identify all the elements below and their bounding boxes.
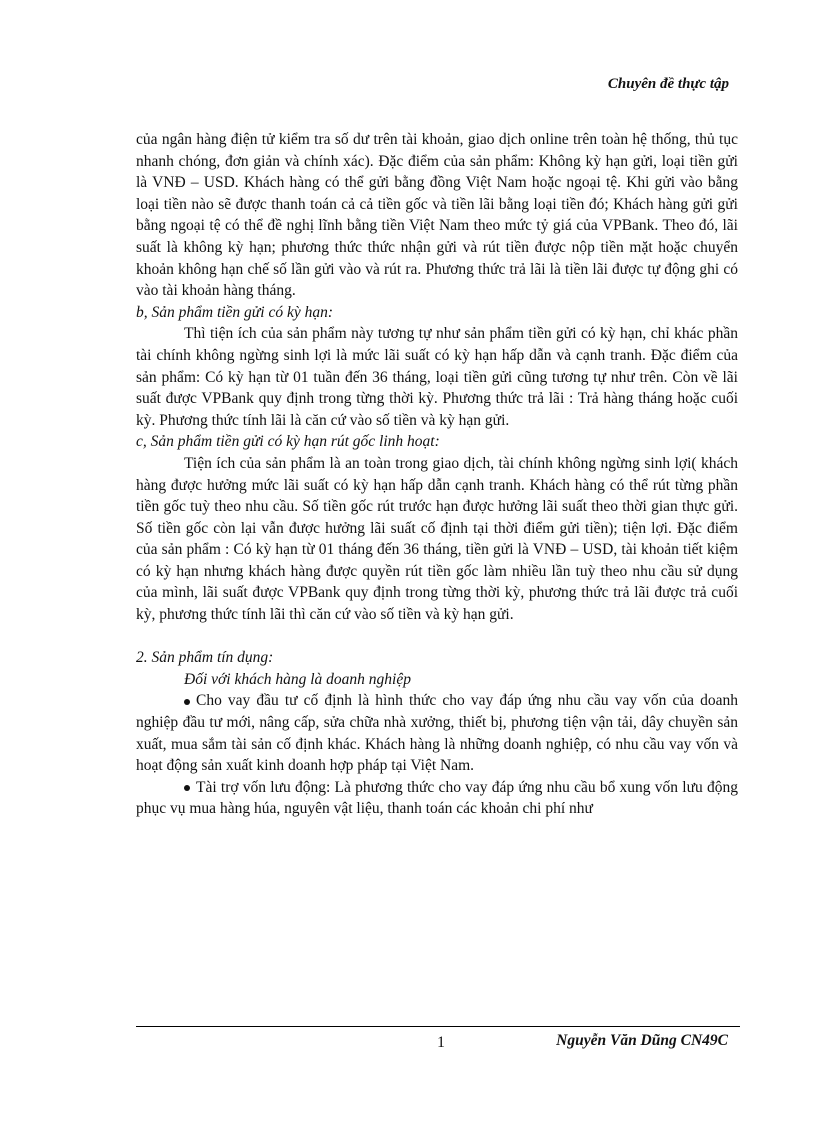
paragraph-spacer [136,626,738,648]
subheading-term-deposit: b, Sản phẩm tiền gửi có kỳ hạn: [136,303,333,321]
bullet-icon [184,785,190,791]
footer-author: Nguyễn Văn Dũng CN49C [556,1032,728,1049]
document-body [136,129,738,820]
section-heading-credit-products: 2. Sản phẩm tín dụng: [136,649,274,667]
bullet-text-working-capital: Tài trợ vốn lưu động: Là phương thức cho vay đáp ứng nhu cầu bổ xung vốn lưu động phục vụ mua hàng húa, nguyên vật liệu, thanh toán các khoản chi phí như [136,778,738,818]
footer-divider [136,1026,740,1027]
subheading-flexible-withdrawal-deposit: c, Sản phẩm tiền gửi có kỳ hạn rút gốc linh hoạt: [136,433,440,451]
page-header-title: Chuyên đề thực tập [607,76,729,92]
paragraph-deposit-features: của ngân hàng điện tử kiểm tra số dư trên tài khoản, giao dịch online trên toàn hệ thống, thủ tục nhanh chóng, đơn giản và chính xác). Đặc điểm của sản phẩm: Không kỳ hạn gửi, loại tiền gửi là VNĐ – USD. Khách hàng có thể gửi bằng đồng Việt Nam hoặc ngoại tệ. Khi gửi vào bằng loại tiền nào sẽ được thanh toán cả cả tiền gốc và tiền lãi bằng loại tiền đó; Khách hàng gửi gửi bằng ngoại tệ có thể đề nghị lĩnh bằng tiền Việt Nam theo mức tỷ giá của VPBank. Theo đó, lãi suất là không kỳ hạn; phương thức thức nhận gửi và rút tiền được nộp tiền mặt hoặc chuyển khoản không hạn chế số lần gửi vào và rút ra. Phương thức trả lãi là tiền lãi được tự động ghi có vào tài khoản hàng tháng. [136,131,738,300]
list-item [136,690,738,776]
subsection-heading-business-customers: Đối với khách hàng là doanh nghiệp [184,670,411,688]
paragraph-term-deposit: Thì tiện ích của sản phẩm này tương tự như sản phẩm tiền gửi có kỳ hạn, chỉ khác phần tài chính không ngừng sinh lợi là mức lãi suất có kỳ hạn hấp dẫn và cạnh tranh. Đặc điểm của sản phẩm: Có kỳ hạn từ 01 tuần đến 36 tháng, loại tiền gửi cũng tương tự như trên. Còn về lãi suất được VPBank quy định trong từng thời kỳ. Phương thức trả lãi : Trả hàng tháng hoặc cuối kỳ. Phương thức tính lãi là căn cứ vào số tiền và kỳ hạn gửi. [136,325,738,429]
paragraph-flexible-withdrawal: Tiện ích của sản phẩm là an toàn trong giao dịch, tài chính không ngừng sinh lợi( khách hàng được hưởng mức lãi suất có kỳ hạn hấp dẫn cạnh tranh. Khách hàng có thể rút từng phần tiền gốc tuỳ theo nhu cầu. Số tiền gốc rút trước hạn được hưởng lãi suất theo thời gian thực gửi. Số tiền gốc còn lại vẫn được hưởng lãi suất cố định tại thời điểm gửi tiền); tiện lợi. Đặc điểm của sản phẩm : Có kỳ hạn từ 01 tháng đến 36 tháng, tiền gửi là VNĐ – USD, tài khoản tiết kiệm có kỳ hạn nhưng khách hàng được quyền rút tiền gốc làm nhiều lần tuỳ theo nhu cầu sử dụng của mình, lãi suất được VPBank quy định trong từng thời kỳ, phương thức trả lãi được trả cuối kỳ, phương thức tính lãi thì căn cứ vào số tiền và kỳ hạn gửi. [136,454,738,624]
bullet-text-fixed-investment-loan: Cho vay đầu tư cố định là hình thức cho vay đáp ứng nhu cầu vay vốn của doanh nghiệp đầu tư mới, nâng cấp, sửa chữa nhà xưởng, thiết bị, phương tiện vận tải, dây chuyền sản xuất, mua sắm tài sản cố định khác. Khách hàng là những doanh nghiệp, có nhu cầu vay vốn và hoạt động sản xuất kinh doanh hợp pháp tại Việt Nam. [136,692,738,775]
page-number: 1 [437,1034,445,1051]
bullet-icon [184,699,190,705]
list-item [136,777,738,820]
